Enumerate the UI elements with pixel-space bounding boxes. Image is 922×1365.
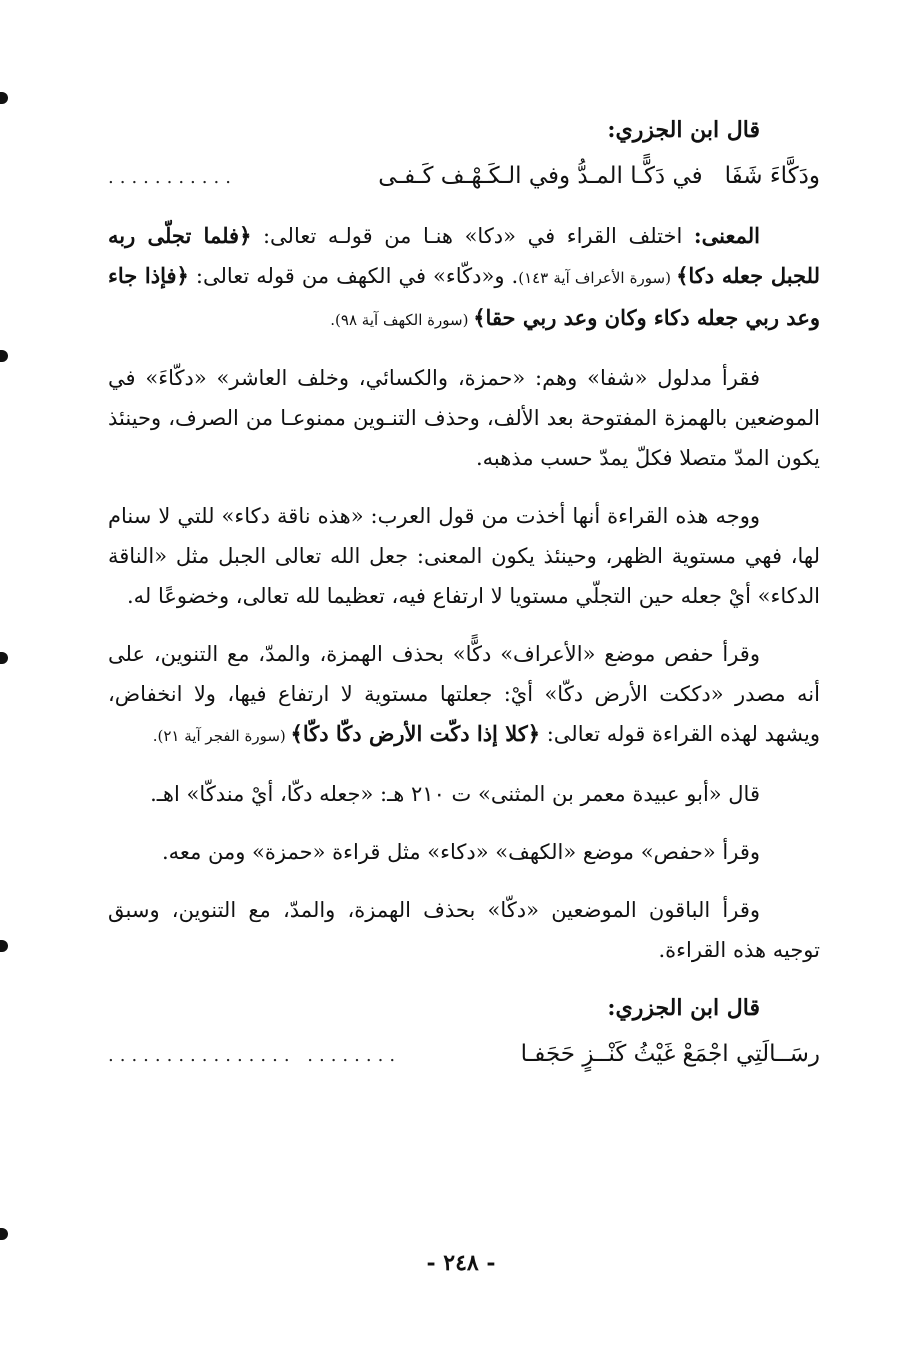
section-heading: قال ابن الجزري: — [607, 117, 760, 143]
section-heading: قال ابن الجزري: — [607, 995, 760, 1021]
paragraph-text: . و«دكّاء» في الكهف من قوله تعالى: — [188, 264, 519, 288]
poem-verse — [108, 1034, 820, 1076]
citation: (سورة الفجر آية ٢١). — [152, 727, 291, 745]
margin-mark — [0, 652, 8, 664]
paragraph: وقرأ الباقون الموضعين «دكّا» بحذف الهمزة، والمدّ، مع التنوين، وسبق توجيه هذه القراءة. — [108, 898, 820, 962]
paragraph: قال «أبو عبيدة معمر بن المثنى» ت ٢١٠ هـ: «جعله دكّا، أيْ مندكّا» اهـ. — [150, 782, 760, 806]
margin-mark — [0, 92, 8, 104]
paragraph: وقرأ «حفص» موضع «الكهف» «دكاء» مثل قراءة «حمزة» ومن معه. — [162, 840, 760, 864]
verse-dots: ........... — [108, 167, 237, 188]
paragraph-text: وقرأ حفص موضع «الأعراف» دكًّا» بحذف الهمزة، والمدّ، مع التنوين، على أنه مصدر «دككت الأرض دكّا» أيْ: جعلتها مستوية لا ارتفاع فيها، ولا انخفاض، ويشهد لهذه القراءة قوله تعالى: — [108, 642, 820, 746]
verse-part-b: ودَكَّاءَ شَفَا — [724, 163, 820, 189]
citation: (سورة الأعراف آية ١٤٣) — [518, 269, 677, 287]
verse-first-hemistich — [378, 156, 820, 196]
paragraph-text: اختلف القراء في «دكا» هنـا من قولـه تعالى: — [251, 224, 694, 248]
verse-part-a: رسَــالَتِي اجْمَعْ غَيْثُ كَنْــزٍ حَجَفـا — [520, 1041, 820, 1067]
paragraph: ووجه هذه القراءة أنها أخذت من قول العرب: «هذه ناقة دكاء» للتي لا سنام لها، فهي مستوية الظهر، وحينئذ يكون المعنى: جعل الله تعالى الجبل مثل «الناقة الدكاء» أيْ جعله حين التجلّي مستويا لا ارتفاع فيه، تعظيما لله تعالى، وخضوعًا له. — [108, 504, 820, 608]
quran-quote: ﴿فلما تجلّى ربه للجبل جعله دكا﴾ — [108, 223, 820, 288]
citation: (سورة الكهف آية ٩٨). — [330, 311, 474, 329]
quran-quote: ﴿كلا إذا دكّت الأرض دكّا دكّا﴾ — [290, 721, 541, 746]
margin-mark — [0, 350, 8, 362]
quran-quote: ﴿فإذا جاء وعد ربي جعله دكاء وكان وعد ربي حقا﴾ — [108, 263, 820, 330]
page-number: - ٢٤٨ - — [426, 1250, 496, 1276]
margin-mark — [0, 940, 8, 952]
paragraph — [108, 216, 820, 340]
paragraph: فقرأ مدلول «شفا» وهم: «حمزة، والكسائي، وخلف العاشر» «دكّاءَ» في الموضعين بالهمزة المفتوحة بعد الألف، وحذف التنـوين ممنوعـا من الصرف، وحينئذ يكون المدّ متصلا فكلّ يمدّ حسب مذهبه. — [108, 366, 820, 470]
verse-dots: ................ ........ — [108, 1045, 402, 1066]
margin-mark — [0, 1228, 8, 1240]
meaning-label: المعنى: — [693, 223, 760, 248]
page-body — [108, 110, 820, 1094]
verse-part-a: في دَكًّـا المـدُّ وفي الـكَـهْـف كَـفـى — [378, 163, 703, 189]
paragraph — [108, 634, 820, 756]
poem-verse — [108, 156, 820, 198]
